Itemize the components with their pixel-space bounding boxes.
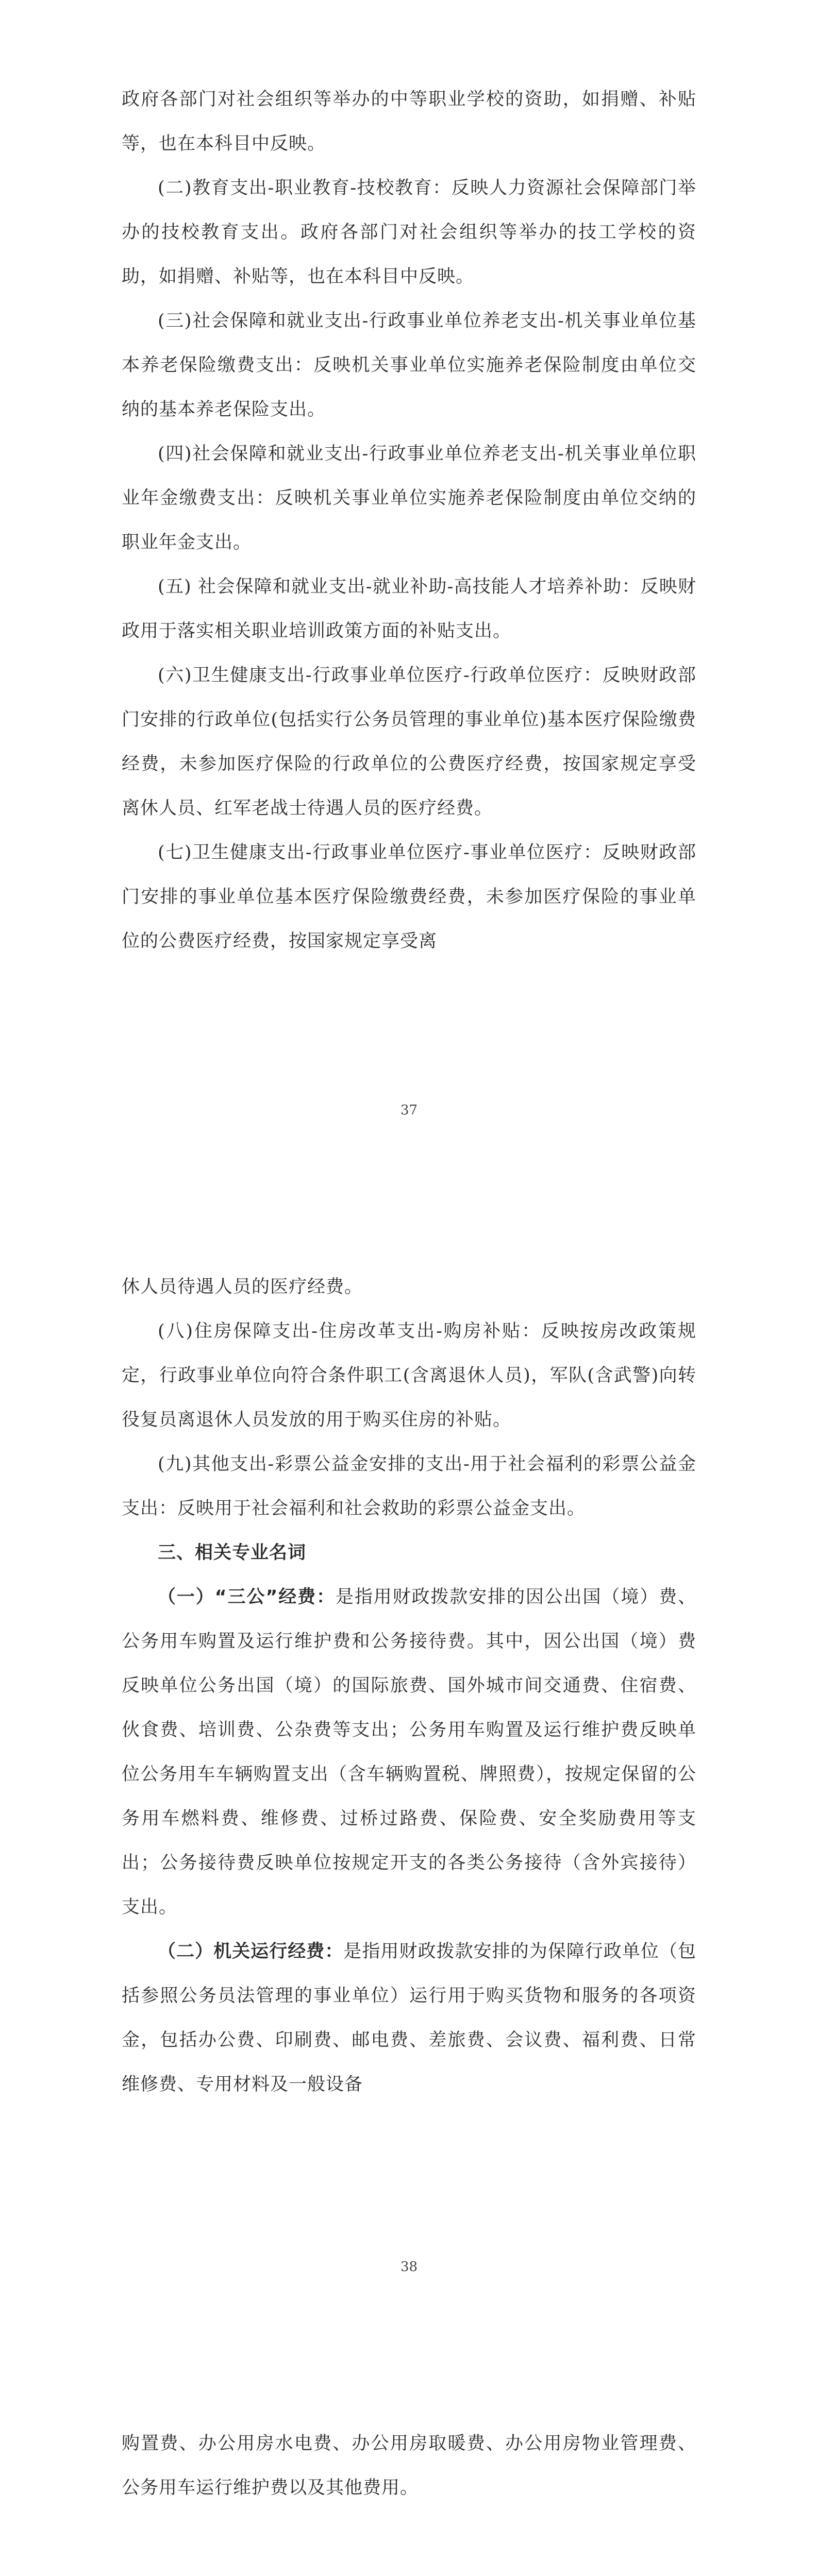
term-label: （一）“三公”经费：	[158, 1587, 336, 1607]
paragraph-occupational-annuity: (四)社会保障和就业支出-行政事业单位养老支出-机关事业单位职业年金缴费支出：反映机关事业单位实施养老保险制度由单位交纳的职业年金支出。	[122, 444, 696, 553]
paragraph-institution-medical: (七)卫生健康支出-行政事业单位医疗-事业单位医疗：反映财政部门安排的事业单位基本医疗保险缴费经费，未参加医疗保险的事业单位的公费医疗经费，按国家规定享受离	[122, 842, 696, 952]
paragraph-continuation: 购置费、办公用房水电费、办公用房取暖费、办公用房物业管理费、公务用车运行维护费以及其他费用。	[122, 2433, 696, 2498]
term-definition: 是指用财政拨款安排的为保障行政单位（包括参照公务员法管理的事业单位）运行用于购买货物和服务的各项资金，包括办公费、印刷费、邮电费、差旅费、会议费、福利费、日常维修费、专用材料及一般设备	[122, 1941, 696, 2095]
page-38-content	[122, 1265, 696, 2107]
paragraph-continuation: 政府各部门对社会组织等举办的中等职业学校的资助，如捐赠、补贴等，也在本科目中反映。	[122, 89, 696, 154]
paragraph-continuation: 休人员待遇人员的医疗经费。	[122, 1277, 363, 1297]
page-number: 37	[400, 1103, 418, 1118]
page-39	[0, 2313, 818, 2576]
page-number: 38	[400, 2259, 418, 2275]
term-definition: 是指用财政拨款安排的因公出国（境）费、公务用车购置及运行维护费和公务接待费。其中，因公出国（境）费反映单位公务出国（境）的国际旅费、国外城市间交通费、住宿费、伙食费、培训费、公杂费等支出；公务用车购置及运行维护费反映单位公务用车车辆购置支出（含车辆购置税、牌照费），按规定保留的公务用车燃料费、维修费、过桥过路费、保险费、安全奖励费用等支出；公务接待费反映单位按规定开支的各类公务接待（含外宾接待）支出。	[122, 1587, 696, 1918]
page-39-content	[122, 2421, 696, 2510]
page-37-content	[122, 77, 696, 963]
term-agency-operating-expenses	[122, 1929, 696, 2107]
paragraph-lottery-welfare: (九)其他支出-彩票公益金安排的支出-用于社会福利的彩票公益金支出：反映用于社会福利和社会救助的彩票公益金支出。	[122, 1454, 696, 1519]
paragraph-basic-pension-insurance: (三)社会保障和就业支出-行政事业单位养老支出-机关事业单位基本养老保险缴费支出：反映机关事业单位实施养老保险制度由单位交纳的基本养老保险支出。	[122, 311, 696, 420]
paragraph-skilled-talent-training: (五) 社会保障和就业支出-就业补助-高技能人才培养补助：反映财政用于落实相关职业培训政策方面的补贴支出。	[122, 577, 696, 641]
page-37	[0, 0, 818, 1157]
paragraph-vocational-technical-education: (二)教育支出-职业教育-技校教育：反映人力资源社会保障部门举办的技校教育支出。政府各部门对社会组织等举办的技工学校的资助，如捐赠、补贴等，也在本科目中反映。	[122, 178, 696, 287]
term-label: （二）机关运行经费：	[158, 1941, 344, 1962]
page-38	[0, 1157, 818, 2313]
paragraph-housing-subsidy: (八)住房保障支出-住房改革支出-购房补贴：反映按房改政策规定，行政事业单位向符合条件职工(含离退休人员)，军队(含武警)向转役复员离退休人员发放的用于购买住房的补贴。	[122, 1321, 696, 1430]
paragraph-administrative-medical: (六)卫生健康支出-行政事业单位医疗-行政单位医疗：反映财政部门安排的行政单位(包括实行公务员管理的事业单位)基本医疗保险缴费经费，未参加医疗保险的行政单位的公费医疗经费，按国家规定享受离休人员、红军老战士待遇人员的医疗经费。	[122, 665, 696, 819]
term-three-public-expenses	[122, 1575, 696, 1929]
section-heading: 三、相关专业名词	[158, 1543, 307, 1563]
